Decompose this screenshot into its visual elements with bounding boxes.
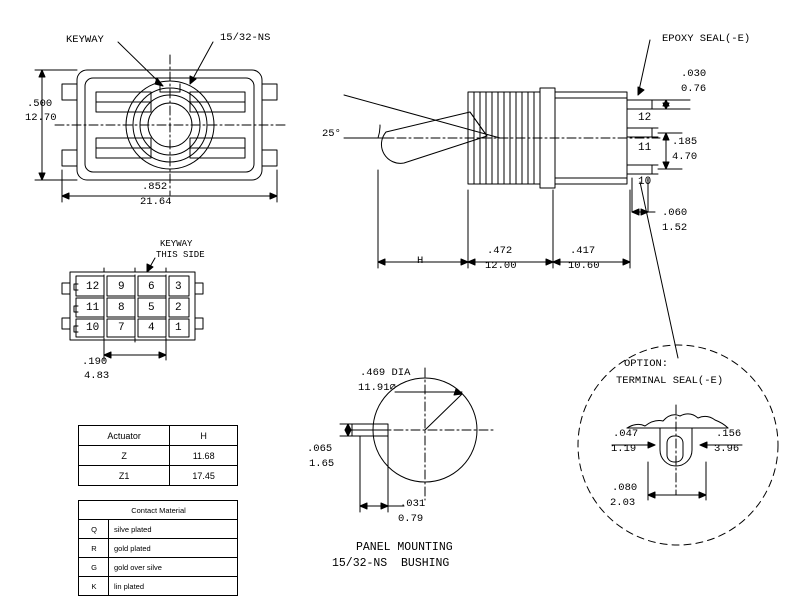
dim-term-w-mm: 1.52 — [662, 222, 688, 234]
actuator-code: Z — [79, 446, 170, 466]
actuator-table — [78, 425, 238, 486]
dim-bush-len-mm: 12.00 — [485, 260, 517, 272]
terminal-pin-2: 2 — [175, 302, 182, 314]
dim-body-len-mm: 10.60 — [568, 260, 600, 272]
table-row — [79, 446, 238, 466]
h-col-header: H — [170, 426, 238, 446]
dim-term-sp-inch: .185 — [672, 136, 698, 148]
contact-material: silve plated — [109, 520, 238, 539]
thread-callout-top: 15/32-NS — [220, 32, 271, 44]
actuator-h-value: 11.68 — [170, 446, 238, 466]
terminal-pin-4: 4 — [148, 322, 155, 334]
contact-code: Q — [79, 520, 109, 539]
table-row — [79, 577, 238, 596]
contact-table-header: Contact Material — [79, 501, 238, 520]
terminal-pin-7: 7 — [118, 322, 125, 334]
dim-h-label: H — [417, 255, 424, 267]
option-title-line2: TERMINAL SEAL(-E) — [616, 375, 724, 387]
dim-key-d-inch: .031 — [400, 498, 426, 510]
contact-code: G — [79, 558, 109, 577]
terminal-pin-10: 10 — [86, 322, 100, 334]
dim-hole-dia-mm: 11.91⌀ — [358, 382, 396, 394]
table-row — [79, 426, 238, 446]
contact-code: R — [79, 539, 109, 558]
side-pin-12: 12 — [638, 112, 652, 124]
contact-material: gold plated — [109, 539, 238, 558]
panel-mounting-caption-line1: PANEL MOUNTING — [356, 541, 453, 554]
option-title-line1: OPTION: — [624, 358, 669, 370]
contact-material: gold over silve — [109, 558, 238, 577]
dim-width-mm: 21.64 — [140, 196, 172, 208]
terminal-pin-8: 8 — [118, 302, 125, 314]
dim-seal-h-mm: 2.03 — [610, 497, 636, 509]
keyway-this-side-line2: THIS SIDE — [156, 250, 205, 260]
dim-seal-left-inch: .047 — [613, 428, 639, 440]
dim-term-thk-inch: .030 — [681, 68, 707, 80]
panel-mounting-caption-line2: 15/32-NS BUSHING — [332, 557, 450, 570]
actuator-h-value: 17.45 — [170, 466, 238, 486]
dim-body-len-inch: .417 — [570, 245, 596, 257]
dim-height-inch: .500 — [27, 98, 53, 110]
epoxy-seal-callout: EPOXY SEAL(-E) — [662, 33, 751, 45]
dim-pitch-mm: 4.83 — [84, 370, 110, 382]
dim-bush-len-inch: .472 — [487, 245, 513, 257]
dim-pitch-inch: .190 — [82, 356, 108, 368]
dim-term-sp-mm: 4.70 — [672, 151, 698, 163]
dim-key-w-inch: .065 — [307, 443, 333, 455]
dim-seal-right-inch: .156 — [716, 428, 742, 440]
side-pin-10: 10 — [638, 176, 652, 188]
terminal-pin-3: 3 — [175, 281, 182, 293]
dim-term-thk-mm: 0.76 — [681, 83, 707, 95]
dim-seal-left-mm: 1.19 — [611, 443, 637, 455]
terminal-pin-1: 1 — [175, 322, 182, 334]
actuator-col-header: Actuator — [79, 426, 170, 446]
terminal-pin-9: 9 — [118, 281, 125, 293]
terminal-pin-11: 11 — [86, 302, 100, 314]
terminal-pin-12: 12 — [86, 281, 100, 293]
table-row — [79, 466, 238, 486]
angle-label: 25° — [322, 128, 341, 140]
dim-key-w-mm: 1.65 — [309, 458, 335, 470]
dim-width-inch: .852 — [142, 181, 168, 193]
contact-material: lin plated — [109, 577, 238, 596]
dim-term-w-inch: .060 — [662, 207, 688, 219]
terminal-pin-6: 6 — [148, 281, 155, 293]
side-pin-11: 11 — [638, 142, 652, 154]
terminal-pin-5: 5 — [148, 302, 155, 314]
dim-key-d-mm: 0.79 — [398, 513, 424, 525]
keyway-callout-top: KEYWAY — [66, 34, 104, 46]
table-row — [79, 501, 238, 520]
actuator-code: Z1 — [79, 466, 170, 486]
dim-seal-h-inch: .080 — [612, 482, 638, 494]
contact-code: K — [79, 577, 109, 596]
contact-material-table — [78, 500, 238, 596]
table-row — [79, 558, 238, 577]
table-row — [79, 520, 238, 539]
dim-hole-dia-inch: .469 DIA — [360, 367, 411, 379]
dim-height-mm: 12.70 — [25, 112, 57, 124]
table-row — [79, 539, 238, 558]
keyway-this-side-line1: KEYWAY — [160, 239, 193, 249]
dim-seal-right-mm: 3.96 — [714, 443, 740, 455]
